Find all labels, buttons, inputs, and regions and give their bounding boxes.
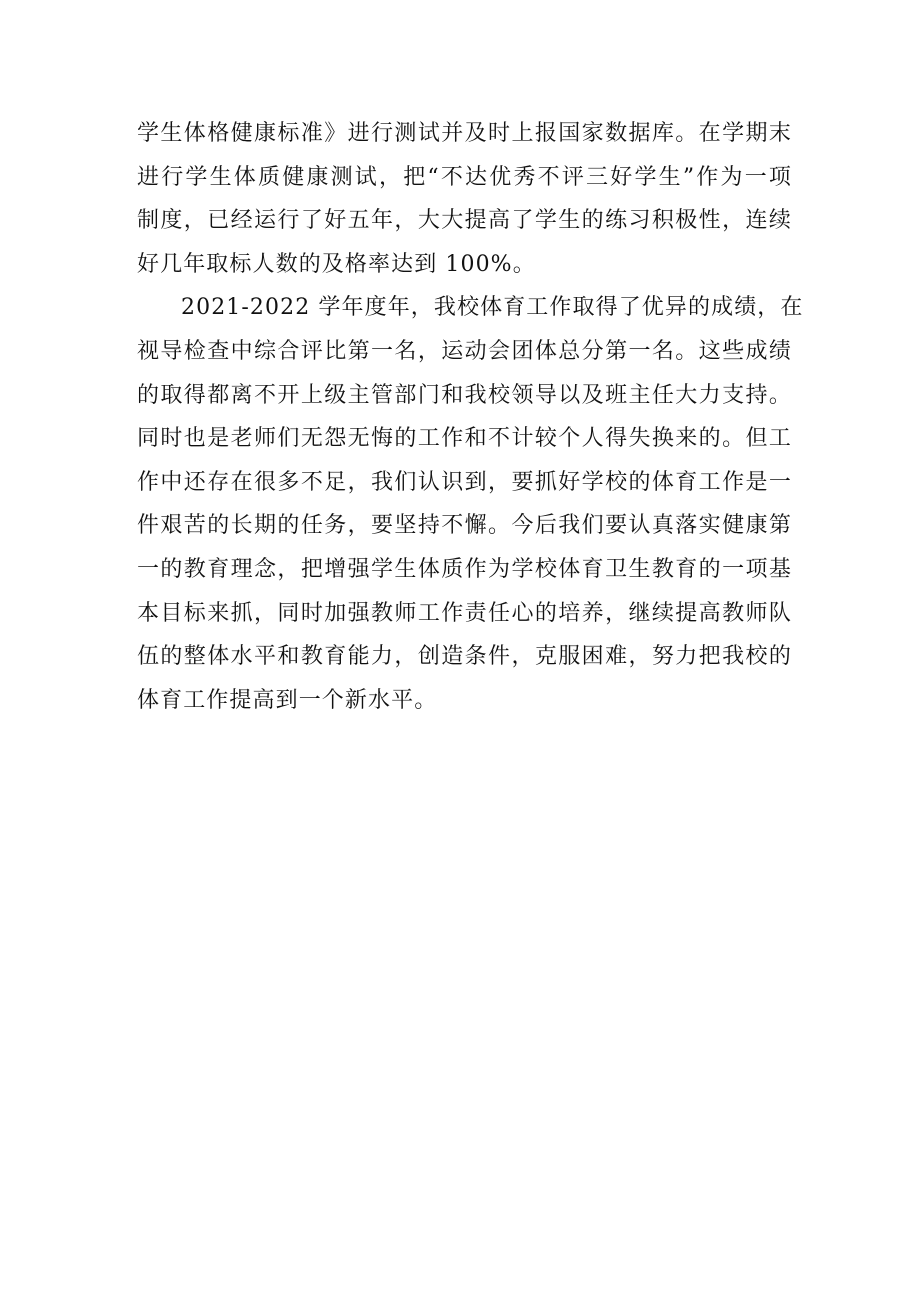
text-line: 本目标来抓，同时加强教师工作责任心的培养，继续提高教师队 [137,600,792,626]
paragraph-continuation [137,112,792,286]
text-line: 体育工作提高到一个新水平。 [137,687,438,713]
text-line: 作中还存在很多不足，我们认识到，要抓好学校的体育工作是一 [137,469,792,495]
text-line: 进行学生体质健康测试，把“不达优秀不评三好学生”作为一项 [137,164,792,190]
text-line: 制度，已经运行了好五年，大大提高了学生的练习积极性，连续 [137,208,792,234]
text-line: 视导检查中综合评比第一名，运动会团体总分第一名。这些成绩 [137,338,792,364]
text-line: 好几年取标人数的及格率达到 100%。 [137,251,536,277]
paragraph-summary [137,286,804,722]
text-line: 的取得都离不开上级主管部门和我校领导以及班主任大力支持。 [137,382,792,408]
document-body [137,112,804,722]
text-line: 学生体格健康标准》进行测试并及时上报国家数据库。在学期末 [137,121,792,146]
text-line: 件艰苦的长期的任务，要坚持不懈。今后我们要认真落实健康第 [137,513,792,539]
text-line: 伍的整体水平和教育能力，创造条件，克服困难，努力把我校的 [137,644,792,670]
text-line: 一的教育理念，把增强学生体质作为学校体育卫生教育的一项基 [137,556,792,582]
text-line: 同时也是老师们无怨无悔的工作和不计较个人得失换来的。但工 [137,426,792,452]
text-line: 2021-2022 学年度年，我校体育工作取得了优异的成绩，在 [181,295,804,321]
